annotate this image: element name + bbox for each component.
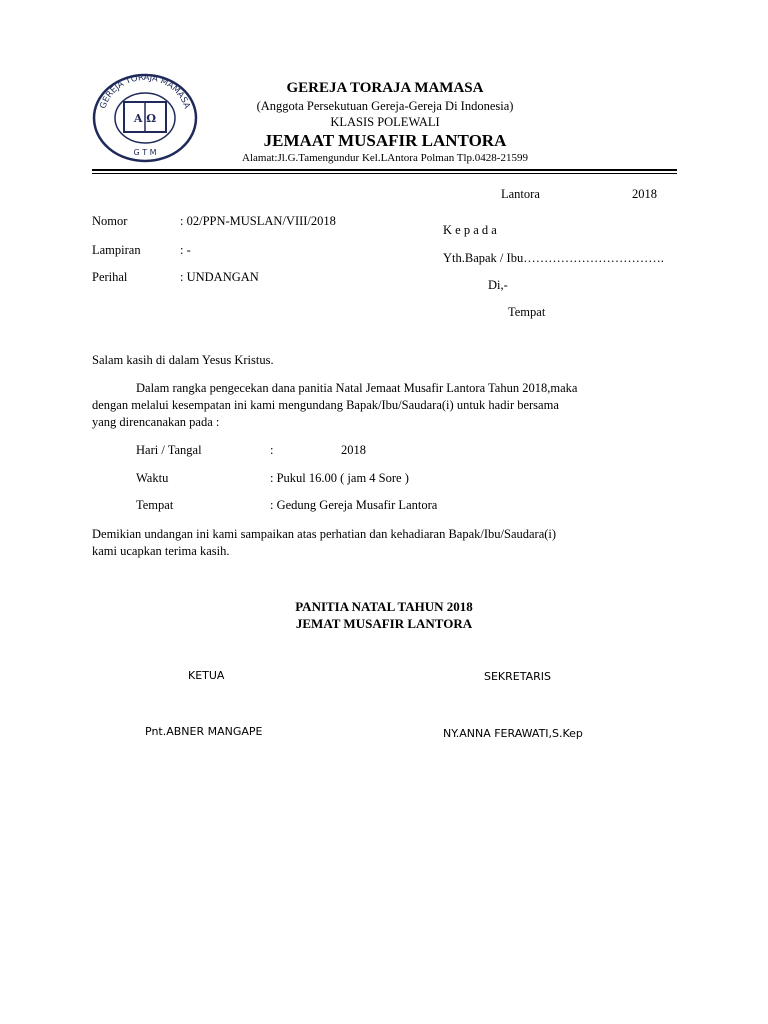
letterhead-rule-thin xyxy=(92,173,677,174)
letterhead-rule-thick xyxy=(92,169,677,171)
closing-line-2: kami ucapkan terima kasih. xyxy=(92,544,230,558)
recipient-tempat: Tempat xyxy=(508,305,546,319)
lampiran-label: Lampiran xyxy=(92,243,141,257)
perihal-value: : UNDANGAN xyxy=(180,270,259,284)
logo-ring-text: GEREJA TORAJA MAMASA xyxy=(98,73,192,111)
logo-book-letters: A Ω xyxy=(133,112,157,125)
perihal-label: Perihal xyxy=(92,270,128,284)
logo-bottom-text: G T M xyxy=(133,148,157,157)
nomor-value: : 02/PPN-MUSLAN/VIII/2018 xyxy=(180,214,336,228)
sekretaris-title: SEKRETARIS xyxy=(484,670,551,683)
recipient-di: Di,- xyxy=(488,278,508,292)
closing-line-1: Demikian undangan ini kami sampaikan atas perhatian dan kehadiaran Bapak/Ibu/Saudara(i) xyxy=(92,527,557,541)
recipient-kepada: K e p a d a xyxy=(443,223,497,237)
tempat-value: : Gedung Gereja Musafir Lantora xyxy=(270,498,438,512)
paragraph-line-1: Dalam rangka pengecekan dana panitia Natal Jemaat Musafir Lantora Tahun 2018,maka xyxy=(136,381,578,395)
greeting: Salam kasih di dalam Yesus Kristus. xyxy=(92,353,274,367)
hari-value: 2018 xyxy=(341,443,366,457)
recipient-yth: Yth.Bapak / Ibu……………………………. xyxy=(443,251,664,265)
nomor-label: Nomor xyxy=(92,214,128,228)
waktu-label: Waktu xyxy=(136,471,169,485)
date-year: 2018 xyxy=(632,187,657,201)
hari-label: Hari / Tangal xyxy=(136,443,202,457)
sekretaris-name: NY.ANNA FERAWATI,S.Kep xyxy=(443,727,583,740)
waktu-value: : Pukul 16.00 ( jam 4 Sore ) xyxy=(270,471,409,485)
paragraph-line-3: yang direncanakan pada : xyxy=(92,415,220,429)
church-address: Alamat:Jl.G.Tamengundur Kel.LAntora Polman Tlp.0428-21599 xyxy=(242,152,528,164)
committee-congregation: JEMAT MUSAFIR LANTORA xyxy=(295,616,473,631)
klasis-name: KLASIS POLEWALI xyxy=(330,115,440,129)
ketua-title: KETUA xyxy=(188,669,225,682)
lampiran-value: : - xyxy=(180,243,191,257)
church-membership: (Anggota Persekutuan Gereja-Gereja Di Indonesia) xyxy=(256,99,514,113)
tempat-label: Tempat xyxy=(136,498,174,512)
committee-title: PANITIA NATAL TAHUN 2018 xyxy=(295,599,473,614)
church-name: GEREJA TORAJA MAMASA xyxy=(286,80,484,96)
ketua-name: Pnt.ABNER MANGAPE xyxy=(145,725,263,738)
paragraph-line-2: dengan melalui kesempatan ini kami mengundang Bapak/Ibu/Saudara(i) untuk hadir bersama xyxy=(92,398,559,412)
congregation-name: JEMAAT MUSAFIR LANTORA xyxy=(263,131,507,150)
date-place: Lantora xyxy=(501,187,540,201)
hari-colon: : xyxy=(270,443,274,457)
